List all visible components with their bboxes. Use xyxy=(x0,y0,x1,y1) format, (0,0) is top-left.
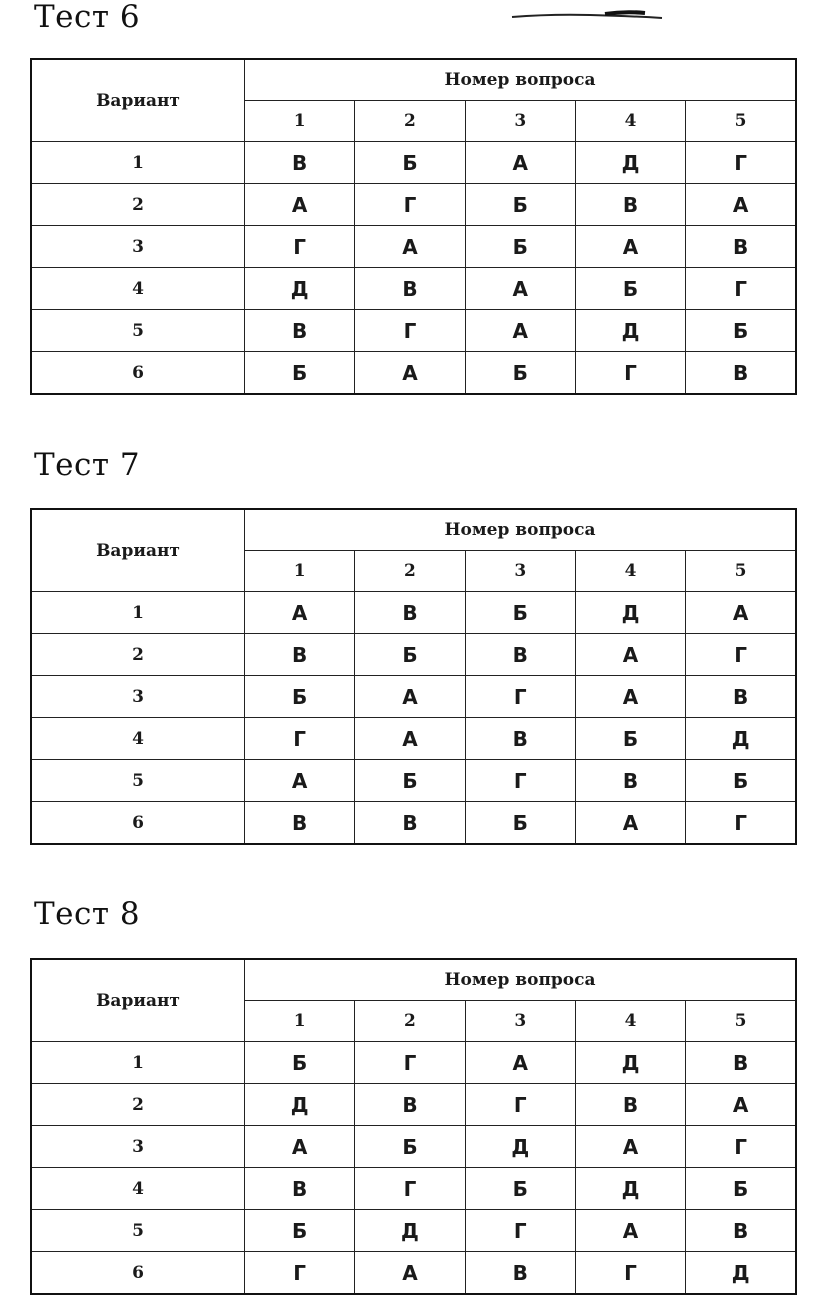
answer-cell: А xyxy=(686,184,796,226)
answer-cell: Г xyxy=(355,1042,465,1084)
answer-cell: Б xyxy=(355,634,465,676)
test-title: Тест 6 xyxy=(34,0,141,35)
answer-cell: В xyxy=(245,1168,355,1210)
answer-cell: В xyxy=(465,1252,575,1295)
answer-cell: Д xyxy=(355,1210,465,1252)
answer-cell: Б xyxy=(686,1168,796,1210)
answer-cell: В xyxy=(575,760,685,802)
question-number-header: Номер вопроса xyxy=(245,509,797,551)
table-row xyxy=(31,1042,796,1084)
answer-cell: Г xyxy=(465,1210,575,1252)
answer-cell: Г xyxy=(245,1252,355,1295)
variant-number: 6 xyxy=(31,352,245,395)
answer-cell: В xyxy=(686,1210,796,1252)
answer-cell: А xyxy=(465,142,575,184)
answer-cell: Б xyxy=(575,268,685,310)
answer-cell: А xyxy=(355,226,465,268)
answer-cell: Г xyxy=(245,226,355,268)
variant-number: 4 xyxy=(31,1168,245,1210)
answer-table xyxy=(30,958,797,1295)
answer-cell: В xyxy=(575,1084,685,1126)
answer-cell: В xyxy=(465,718,575,760)
answer-cell: Б xyxy=(245,352,355,395)
answer-cell: Д xyxy=(575,592,685,634)
question-number: 4 xyxy=(575,101,685,142)
variant-number: 4 xyxy=(31,268,245,310)
answer-cell: Д xyxy=(575,1168,685,1210)
answer-cell: Б xyxy=(465,802,575,845)
variant-number: 3 xyxy=(31,1126,245,1168)
table-row xyxy=(31,1084,796,1126)
answer-cell: А xyxy=(355,718,465,760)
answer-cell: А xyxy=(245,592,355,634)
answer-cell: Г xyxy=(465,1084,575,1126)
question-number: 5 xyxy=(686,1001,796,1042)
question-number-header: Номер вопроса xyxy=(245,959,797,1001)
variant-number: 6 xyxy=(31,802,245,845)
answer-cell: В xyxy=(355,592,465,634)
test-title: Тест 7 xyxy=(34,447,141,483)
answer-cell: Г xyxy=(355,1168,465,1210)
answer-cell: В xyxy=(575,184,685,226)
variant-number: 4 xyxy=(31,718,245,760)
answer-cell: Д xyxy=(686,1252,796,1295)
question-number: 1 xyxy=(245,101,355,142)
answer-cell: Д xyxy=(575,142,685,184)
answer-cell: Г xyxy=(465,760,575,802)
variant-number: 5 xyxy=(31,760,245,802)
answer-cell: Г xyxy=(686,142,796,184)
table-row xyxy=(31,592,796,634)
answer-cell: Г xyxy=(686,802,796,845)
question-number: 2 xyxy=(355,551,465,592)
answer-cell: Б xyxy=(355,1126,465,1168)
answer-cell: В xyxy=(245,634,355,676)
answer-cell: Г xyxy=(575,1252,685,1295)
answer-cell: Б xyxy=(465,184,575,226)
answer-table xyxy=(30,508,797,845)
answer-cell: Б xyxy=(686,760,796,802)
answer-cell: В xyxy=(686,1042,796,1084)
variant-header: Вариант xyxy=(31,59,245,142)
table-row xyxy=(31,718,796,760)
table-header-row xyxy=(31,509,796,551)
answer-table xyxy=(30,58,797,395)
table-row xyxy=(31,352,796,395)
table-row xyxy=(31,184,796,226)
answer-cell: Г xyxy=(686,1126,796,1168)
answer-cell: В xyxy=(355,1084,465,1126)
table-row xyxy=(31,634,796,676)
table-row xyxy=(31,1210,796,1252)
answer-cell: Б xyxy=(465,352,575,395)
table-row xyxy=(31,226,796,268)
question-number: 1 xyxy=(245,551,355,592)
answer-cell: А xyxy=(465,310,575,352)
answer-cell: Б xyxy=(355,760,465,802)
answer-cell: Г xyxy=(355,310,465,352)
answer-cell: Б xyxy=(465,1168,575,1210)
variant-number: 2 xyxy=(31,1084,245,1126)
pen-stroke-mark xyxy=(510,8,665,24)
answer-cell: А xyxy=(686,592,796,634)
answer-cell: Г xyxy=(245,718,355,760)
answer-cell: А xyxy=(355,1252,465,1295)
variant-number: 6 xyxy=(31,1252,245,1295)
question-number: 4 xyxy=(575,1001,685,1042)
question-number: 4 xyxy=(575,551,685,592)
answer-cell: А xyxy=(575,802,685,845)
table-row xyxy=(31,802,796,845)
question-number: 3 xyxy=(465,1001,575,1042)
answer-cell: Д xyxy=(575,310,685,352)
answer-cell: А xyxy=(575,1126,685,1168)
answer-cell: В xyxy=(355,268,465,310)
answer-cell: Д xyxy=(245,268,355,310)
test-title: Тест 8 xyxy=(34,896,141,932)
answer-cell: А xyxy=(355,352,465,395)
answer-cell: Д xyxy=(686,718,796,760)
question-number: 2 xyxy=(355,101,465,142)
table-row xyxy=(31,310,796,352)
answer-cell: В xyxy=(355,802,465,845)
answer-cell: Д xyxy=(245,1084,355,1126)
table-row xyxy=(31,1252,796,1295)
question-number-header: Номер вопроса xyxy=(245,59,797,101)
answer-cell: Б xyxy=(465,592,575,634)
answer-cell: А xyxy=(575,226,685,268)
variant-number: 2 xyxy=(31,634,245,676)
answer-cell: Г xyxy=(686,268,796,310)
answer-cell: В xyxy=(686,352,796,395)
variant-header: Вариант xyxy=(31,959,245,1042)
variant-number: 1 xyxy=(31,142,245,184)
table-row xyxy=(31,1126,796,1168)
answer-cell: Б xyxy=(686,310,796,352)
answer-cell: А xyxy=(686,1084,796,1126)
question-number: 2 xyxy=(355,1001,465,1042)
answer-cell: Г xyxy=(686,634,796,676)
question-number: 1 xyxy=(245,1001,355,1042)
variant-number: 1 xyxy=(31,1042,245,1084)
answer-cell: А xyxy=(245,760,355,802)
table-row xyxy=(31,268,796,310)
question-number: 5 xyxy=(686,551,796,592)
answer-cell: А xyxy=(465,1042,575,1084)
variant-number: 3 xyxy=(31,676,245,718)
answer-cell: В xyxy=(686,676,796,718)
answer-cell: В xyxy=(245,802,355,845)
table-row xyxy=(31,760,796,802)
variant-number: 1 xyxy=(31,592,245,634)
answer-cell: А xyxy=(575,1210,685,1252)
answer-cell: В xyxy=(245,142,355,184)
answer-cell: Б xyxy=(245,1042,355,1084)
table-header-row xyxy=(31,959,796,1001)
question-number: 3 xyxy=(465,101,575,142)
table-header-row xyxy=(31,59,796,101)
answer-cell: Б xyxy=(465,226,575,268)
variant-number: 5 xyxy=(31,1210,245,1252)
answer-cell: Б xyxy=(245,676,355,718)
table-row xyxy=(31,676,796,718)
table-row xyxy=(31,142,796,184)
variant-number: 5 xyxy=(31,310,245,352)
table-row xyxy=(31,1168,796,1210)
question-number: 3 xyxy=(465,551,575,592)
answer-cell: В xyxy=(465,634,575,676)
answer-cell: Б xyxy=(575,718,685,760)
answer-cell: А xyxy=(245,184,355,226)
answer-cell: А xyxy=(245,1126,355,1168)
variant-number: 2 xyxy=(31,184,245,226)
answer-cell: Г xyxy=(465,676,575,718)
answer-cell: В xyxy=(245,310,355,352)
variant-number: 3 xyxy=(31,226,245,268)
answer-cell: А xyxy=(575,676,685,718)
answer-cell: А xyxy=(575,634,685,676)
answer-cell: Д xyxy=(465,1126,575,1168)
answer-cell: Г xyxy=(575,352,685,395)
answer-cell: Г xyxy=(355,184,465,226)
variant-header: Вариант xyxy=(31,509,245,592)
answer-cell: Б xyxy=(355,142,465,184)
answer-cell: Б xyxy=(245,1210,355,1252)
answer-cell: А xyxy=(355,676,465,718)
answer-cell: А xyxy=(465,268,575,310)
answer-cell: Д xyxy=(575,1042,685,1084)
question-number: 5 xyxy=(686,101,796,142)
answer-cell: В xyxy=(686,226,796,268)
